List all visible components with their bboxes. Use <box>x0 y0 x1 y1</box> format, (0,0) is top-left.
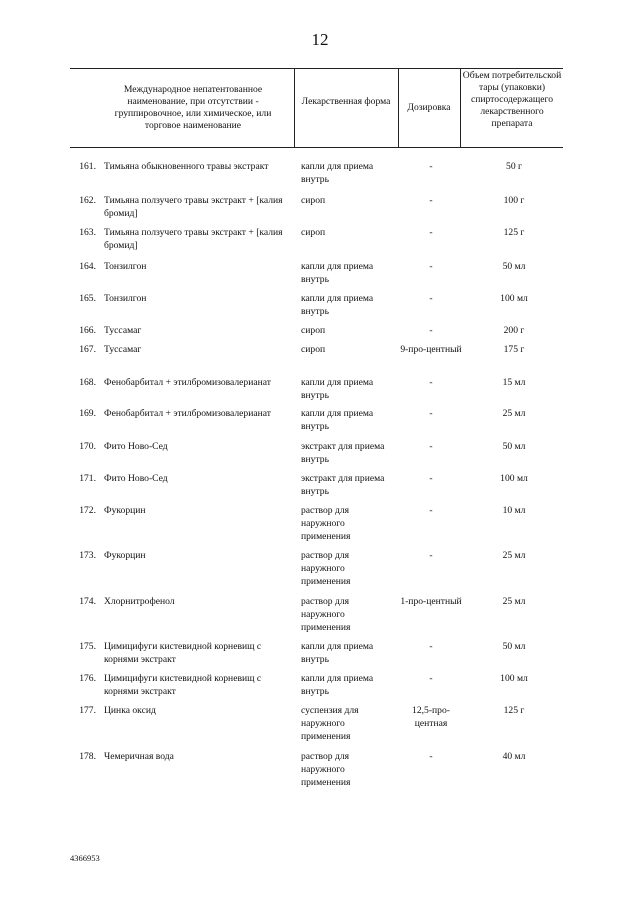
row-form: раствор для наружного применения <box>301 596 351 634</box>
row-number: 170. <box>79 441 96 452</box>
row-form: капли для приема внутрь <box>301 377 374 402</box>
row-name: Хлорнитрофенол <box>104 596 175 607</box>
header-volume: Объем потребительской тары (упаковки) спиртосодержащего лекарственного препарата <box>462 70 562 129</box>
row-form: раствор для наружного применения <box>301 751 351 789</box>
row-volume: 50 мл <box>502 641 526 652</box>
row-dose: - <box>429 161 433 172</box>
row-name: Фито Ново-Сед <box>104 441 168 452</box>
row-dose: - <box>429 195 433 206</box>
row-form: раствор для наружного применения <box>301 505 351 543</box>
row-name: Чемеричная вода <box>104 751 174 762</box>
row-volume: 50 мл <box>502 261 526 272</box>
document-code: 4366953 <box>70 853 100 863</box>
row-name: Тимьяна ползучего травы экстракт + [калия бромид] <box>104 195 283 220</box>
row-name: Туссамаг <box>104 325 142 336</box>
row-dose: - <box>429 550 433 561</box>
row-volume: 10 мл <box>502 505 526 516</box>
row-number: 163. <box>79 227 96 238</box>
header-form: Лекарственная форма <box>301 96 391 107</box>
row-form: экстракт для приема внутрь <box>301 473 385 498</box>
row-dose: - <box>429 441 433 452</box>
row-volume: 15 мл <box>502 377 526 388</box>
row-volume: 25 мл <box>502 596 526 607</box>
row-number: 174. <box>79 596 96 607</box>
row-volume: 125 г <box>503 705 525 716</box>
row-form: сироп <box>301 227 326 238</box>
row-volume: 100 г <box>503 195 525 206</box>
row-volume: 125 г <box>503 227 525 238</box>
row-dose: 9-про-центный <box>400 344 462 355</box>
column-divider <box>398 68 399 147</box>
row-volume: 200 г <box>503 325 525 336</box>
row-volume: 100 мл <box>500 473 528 484</box>
row-volume: 175 г <box>503 344 525 355</box>
row-name: Тонзилгон <box>104 261 147 272</box>
row-dose: - <box>429 505 433 516</box>
row-form: капли для приема внутрь <box>301 261 374 286</box>
row-volume: 100 мл <box>500 673 528 684</box>
row-number: 167. <box>79 344 96 355</box>
row-dose: - <box>429 293 433 304</box>
row-name: Туссамаг <box>104 344 142 355</box>
page-number: 12 <box>311 30 329 49</box>
row-number: 165. <box>79 293 96 304</box>
row-name: Фито Ново-Сед <box>104 473 168 484</box>
row-number: 161. <box>79 161 96 172</box>
row-dose: 1-про-центный <box>400 596 462 607</box>
row-form: капли для приема внутрь <box>301 408 374 433</box>
table-top-rule <box>70 68 563 69</box>
row-name: Тимьяна ползучего травы экстракт + [калия бромид] <box>104 227 283 252</box>
row-dose: - <box>429 473 433 484</box>
row-form: сироп <box>301 195 326 206</box>
row-dose: - <box>429 227 433 238</box>
row-volume: 25 мл <box>502 550 526 561</box>
row-number: 162. <box>79 195 96 206</box>
row-dose: - <box>429 408 433 419</box>
row-name: Тимьяна обыкновенного травы экстракт <box>104 161 269 172</box>
row-name: Цинка оксид <box>104 705 156 716</box>
row-dose: - <box>429 261 433 272</box>
row-number: 171. <box>79 473 96 484</box>
column-divider <box>460 68 461 147</box>
row-volume: 25 мл <box>502 408 526 419</box>
row-dose: - <box>429 325 433 336</box>
row-number: 176. <box>79 673 96 684</box>
row-number: 164. <box>79 261 96 272</box>
row-dose: - <box>429 673 433 684</box>
row-form: капли для приема внутрь <box>301 641 374 666</box>
row-volume: 40 мл <box>502 751 526 762</box>
row-form: суспензия для наружного применения <box>301 705 359 743</box>
row-form: капли для приема внутрь <box>301 293 374 318</box>
row-form: капли для приема внутрь <box>301 161 374 186</box>
row-number: 177. <box>79 705 96 716</box>
row-volume: 100 мл <box>500 293 528 304</box>
row-number: 175. <box>79 641 96 652</box>
header-name: Международное непатентованное наименование, при отсутствии - группировочное, или химическое, или торговое наименование <box>114 84 272 131</box>
row-dose: - <box>429 641 433 652</box>
row-name: Цимицифуги кистевидной корневищ с корнями экстракт <box>104 641 262 666</box>
row-form: сироп <box>301 344 326 355</box>
table-header-rule <box>70 147 563 148</box>
row-name: Фукорцин <box>104 505 146 516</box>
row-form: капли для приема внутрь <box>301 673 374 698</box>
row-dose: 12,5-про-центная <box>412 705 450 730</box>
row-number: 168. <box>79 377 96 388</box>
row-form: экстракт для приема внутрь <box>301 441 385 466</box>
row-number: 172. <box>79 505 96 516</box>
row-name: Фукорцин <box>104 550 146 561</box>
row-form: сироп <box>301 325 326 336</box>
row-name: Тонзилгон <box>104 293 147 304</box>
row-name: Фенобарбитал + этилбромизовалерианат <box>104 408 271 419</box>
header-dose: Дозировка <box>407 102 451 113</box>
row-name: Фенобарбитал + этилбромизовалерианат <box>104 377 271 388</box>
column-divider <box>294 68 295 147</box>
row-form: раствор для наружного применения <box>301 550 351 588</box>
row-number: 166. <box>79 325 96 336</box>
row-volume: 50 г <box>506 161 522 172</box>
row-dose: - <box>429 751 433 762</box>
row-name: Цимицифуги кистевидной корневищ с корнями экстракт <box>104 673 262 698</box>
row-number: 173. <box>79 550 96 561</box>
row-dose: - <box>429 377 433 388</box>
row-number: 178. <box>79 751 96 762</box>
row-volume: 50 мл <box>502 441 526 452</box>
row-number: 169. <box>79 408 96 419</box>
